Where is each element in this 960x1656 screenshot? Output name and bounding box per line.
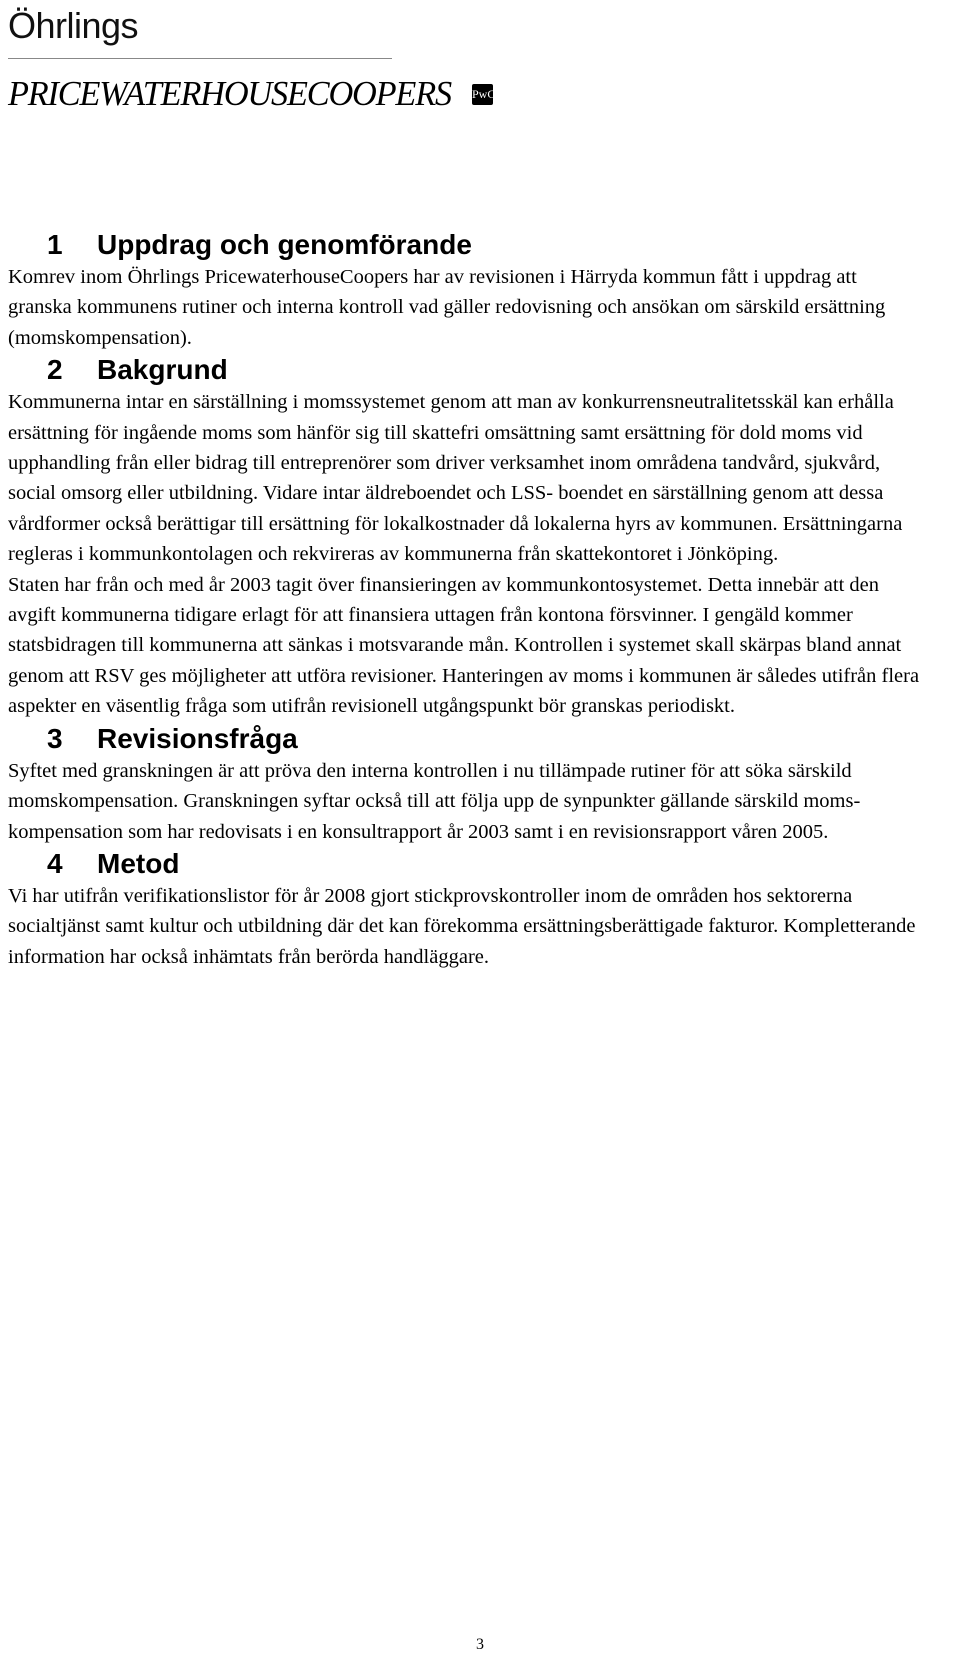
- paragraph: Komrev inom Öhrlings PricewaterhouseCoopers har av revisionen i Härryda kommun fått i uppdrag att granska kommunens rutiner och interna kontroll vad gäller redovisning och ansökan om särskild ersättning (momskompensation).: [8, 266, 886, 349]
- document-header: [8, 0, 496, 119]
- section-title: Metod: [97, 847, 180, 879]
- paragraph: Vi har utifrån verifikationslistor för år 2008 gjort stickprovskontroller inom de områden hos sektorerna socialtjänst samt kultur och utbildning där det kan förekomma ersättningsberättigade fakturor. Kompletterande information har också inhämtats från berörda handläggare.: [8, 884, 916, 968]
- paragraph: Staten har från och med år 2003 tagit över finansieringen av kommunkontosystemet. Detta innebär att den avgift kommunerna tidigare erlagt för att finansiera uttagen från kontona försvinner. I gengäld kommer statsbidragen till kommunerna att sänkas i motsvarande mån. Kontrollen i systemet skall skärpas bland annat genom att RSV ges möjligheter att utföra revisioner. Hanteringen av moms i kommunen är således utifrån flera aspekter en väsentlig fråga som utifrån revisionell utgångspunkt bör granskas periodiskt.: [8, 573, 920, 718]
- header-divider: [8, 58, 392, 59]
- section-title: Uppdrag och genomförande: [97, 229, 472, 260]
- section-number: 3: [47, 722, 63, 754]
- logo-mark-icon: PwC: [472, 84, 493, 105]
- section-heading-bakgrund: [8, 353, 920, 387]
- section-heading-metod: [8, 847, 920, 881]
- company-logo: [8, 69, 496, 119]
- section-number: 4: [47, 847, 63, 879]
- page-number: 3: [476, 1636, 484, 1653]
- section-number: 2: [47, 354, 63, 386]
- section-number: 1: [47, 229, 63, 260]
- logo-wordmark: PRICEWATERHOUSECOOPERS: [8, 74, 451, 113]
- section-heading-revisionsfraga: [8, 722, 920, 756]
- section-title: Bakgrund: [97, 354, 228, 386]
- section-title: Revisionsfråga: [97, 722, 298, 754]
- document-body: [8, 228, 920, 972]
- paragraph: Syftet med granskningen är att pröva den interna kontrollen i nu tillämpade rutiner för att söka särskild momskompensation. Granskningen syftar också till att följa upp de synpunkter gällande särskild moms-kompensation som har redovisats i en konsultrapport år 2003 samt i en revisionsrapport våren 2005.: [8, 759, 861, 843]
- section-heading-uppdrag: [8, 228, 920, 262]
- paragraph: Kommunerna intar en särställning i momssystemet genom att man av konkurrensneutralitetsskäl kan erhålla ersättning för ingående moms som hänför sig till skattefri omsättning samt ersättning för dold moms vid upphandling från eller bidrag till entreprenörer som driver verksamhet inom områdena tandvård, sjukvård, social omsorg eller utbildning. Vidare intar äldreboendet och LSS- boendet en särställning genom att dessa vårdformer också berättigar till ersättning för lokalkostnader då lokalerna hyrs av kommunen. Ersättningarna regleras i kommunkontolagen och rekvireras av kommunerna från skattekontoret i Jönköping.: [8, 391, 903, 566]
- firm-name: Öhrlings: [8, 5, 139, 46]
